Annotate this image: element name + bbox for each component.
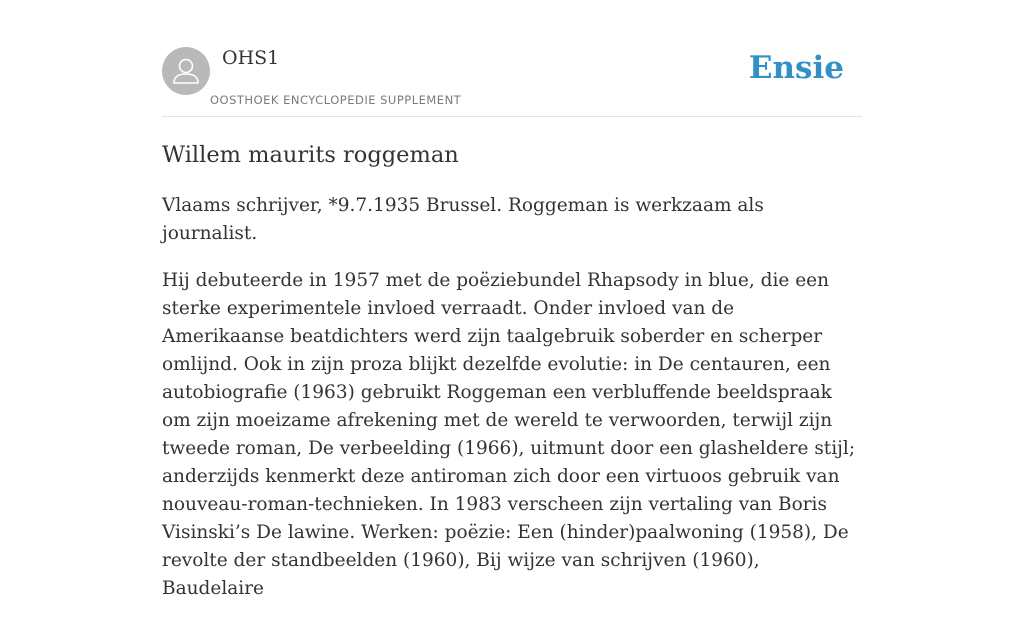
- user-icon: [162, 47, 210, 95]
- article-paragraph: Hij debuteerde in 1957 met de poëziebundel Rhapsody in blue, die een sterke experimentele invloed verraadt. Onder invloed van de Amerikaanse beatdichters werd zijn taalgebruik soberder en scherper omlijnd. Ook in zijn proza blijkt dezelfde evolutie: in De centauren, een autobiografie (1963) gebruikt Roggeman een verbluffende beeldspraak om zijn moeizame afrekening met de wereld te verwoorden, terwijl zijn tweede roman, De verbeelding (1966), uitmunt door een glasheldere stijl; anderzijds kenmerkt deze antiroman zich door een virtuoos gebruik van nouveau-roman-technieken. In 1983 verscheen zijn vertaling van Boris Visinski’s De lawine. Werken: poëzie: Een (hinder)paalwoning (1958), De revolte der standbeelden (1960), Bij wijze van schrijven (1960), Baudelaire: [162, 270, 856, 599]
- author-name[interactable]: OHS1: [222, 47, 280, 69]
- source-label[interactable]: OOSTHOEK ENCYCLOPEDIE SUPPLEMENT: [210, 93, 462, 107]
- article-header: [162, 46, 862, 117]
- brand-logo[interactable]: Ensie: [748, 50, 844, 86]
- avatar[interactable]: [162, 47, 210, 95]
- article-paragraph: Vlaams schrijver, *9.7.1935 Brussel. Roggeman is werkzaam als journalist.: [162, 195, 764, 244]
- article-body: [162, 192, 862, 622]
- article-title: Willem maurits roggeman: [162, 142, 459, 168]
